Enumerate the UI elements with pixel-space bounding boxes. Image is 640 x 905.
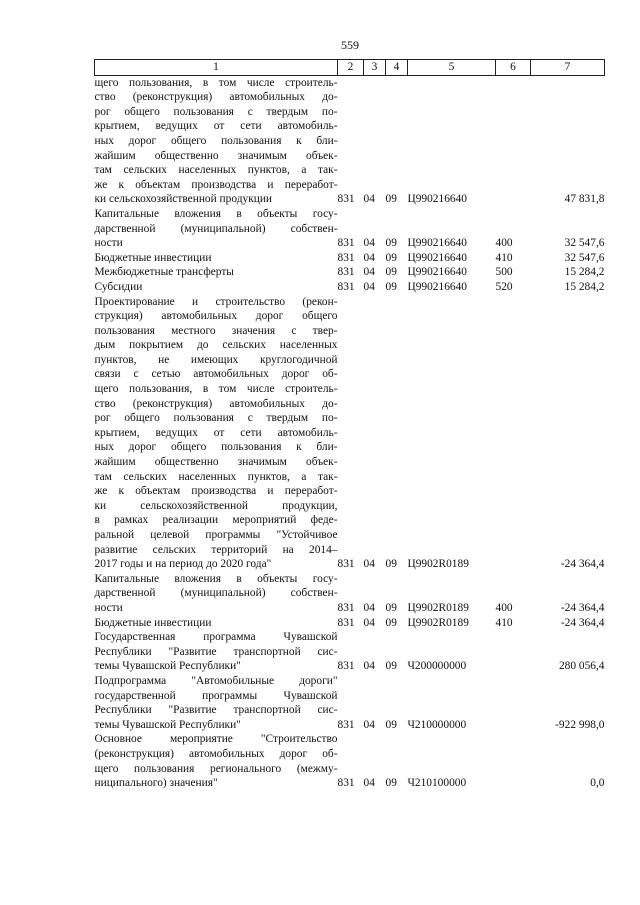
description-line: государственной программы Чувашской bbox=[94, 689, 338, 702]
description-line: ральной целевой программы "Устойчивое bbox=[94, 529, 338, 541]
row-subsection-code: 09 bbox=[385, 660, 397, 673]
description-line: ство (реконструкция) автомобильных до- bbox=[94, 397, 338, 410]
row-expense-type: 400 bbox=[495, 237, 513, 250]
row-section-code: 04 bbox=[363, 660, 375, 673]
header-col-7: 7 bbox=[531, 60, 605, 76]
row-subsection-code: 09 bbox=[385, 280, 397, 293]
description-line: дарственной (муниципальной) собствен- bbox=[94, 587, 338, 600]
description-line: щего пользования регионального (межму- bbox=[94, 762, 338, 775]
description-line: ности bbox=[94, 237, 123, 250]
table-row bbox=[95, 75, 605, 207]
row-description bbox=[95, 616, 338, 631]
description-line: пунктов, не имеющих круглогодичной bbox=[94, 353, 338, 366]
row-expense-type: 400 bbox=[495, 601, 513, 614]
row-section-code: 04 bbox=[363, 601, 375, 614]
row-target-article: Ц990216640 bbox=[407, 251, 467, 264]
row-subsection-code: 09 bbox=[385, 601, 397, 614]
description-line: Межбюджетные трансферты bbox=[94, 266, 234, 279]
description-line: ство (реконструкция) автомобильных до- bbox=[94, 91, 338, 104]
description-line: ки сельскохозяйственной продукции, bbox=[94, 499, 338, 512]
header-col-5: 5 bbox=[408, 60, 496, 76]
header-col-4: 4 bbox=[386, 60, 408, 76]
row-subsection-code: 09 bbox=[385, 266, 397, 279]
description-line: Подпрограмма "Автомобильные дороги" bbox=[94, 674, 338, 687]
row-section-code: 04 bbox=[363, 718, 375, 731]
row-section-code: 04 bbox=[363, 251, 375, 264]
description-line: ных дорог общего пользования к бли- bbox=[94, 441, 338, 454]
table-row bbox=[95, 280, 605, 295]
row-subsection-code: 09 bbox=[385, 558, 397, 571]
row-subsection-code: 09 bbox=[385, 718, 397, 731]
description-line: крытием, ведущих от сети автомобиль- bbox=[94, 120, 338, 133]
row-description bbox=[95, 295, 338, 572]
row-amount: 32 547,6 bbox=[564, 237, 605, 250]
row-amount: -24 364,4 bbox=[560, 616, 605, 629]
row-expense-type: 500 bbox=[495, 266, 513, 279]
table-row bbox=[95, 630, 605, 674]
row-target-article: Ц990216640 bbox=[407, 266, 467, 279]
row-target-article: Ч200000000 bbox=[407, 660, 467, 673]
table-row bbox=[95, 295, 605, 572]
description-line: 2017 годы и на период до 2020 года" bbox=[94, 558, 272, 571]
description-line: Основное мероприятие "Строительство bbox=[94, 733, 338, 746]
row-description bbox=[95, 251, 338, 266]
description-line: жайшим общественно значимым объек- bbox=[94, 456, 338, 469]
table-row bbox=[95, 732, 605, 790]
description-line: Капитальные вложения в объекты госу- bbox=[94, 572, 338, 585]
row-ministry-code: 831 bbox=[337, 777, 355, 790]
row-description bbox=[95, 732, 338, 790]
row-target-article: Ц9902R0189 bbox=[407, 616, 469, 629]
row-ministry-code: 831 bbox=[337, 266, 355, 279]
description-line: Государственная программа Чувашской bbox=[94, 631, 338, 644]
row-amount: 47 831,8 bbox=[564, 193, 605, 206]
row-ministry-code: 831 bbox=[337, 718, 355, 731]
row-description bbox=[95, 572, 338, 616]
row-target-article: Ц9902R0189 bbox=[407, 558, 469, 571]
row-section-code: 04 bbox=[363, 616, 375, 629]
description-line: струкция) автомобильных дорог общего bbox=[94, 310, 338, 323]
row-amount: 32 547,6 bbox=[564, 251, 605, 264]
row-expense-type: 410 bbox=[495, 251, 513, 264]
row-target-article: Ц9902R0189 bbox=[407, 601, 469, 614]
description-line: там сельских населенных пунктов, а так- bbox=[94, 470, 338, 483]
table-row bbox=[95, 572, 605, 616]
row-target-article: Ц990216640 bbox=[407, 280, 467, 293]
description-line: щего пользования, в том числе строитель- bbox=[94, 383, 338, 396]
row-amount: -24 364,4 bbox=[560, 558, 605, 571]
row-description bbox=[95, 630, 338, 674]
description-line: связи с сетью автомобильных дорог об- bbox=[94, 368, 338, 381]
row-amount: -24 364,4 bbox=[560, 601, 605, 614]
description-line: ности bbox=[94, 601, 123, 614]
row-subsection-code: 09 bbox=[385, 616, 397, 629]
table-row bbox=[95, 674, 605, 732]
description-line: Субсидии bbox=[94, 280, 143, 293]
row-amount: 15 284,2 bbox=[564, 266, 605, 279]
header-row bbox=[95, 60, 605, 76]
row-section-code: 04 bbox=[363, 237, 375, 250]
row-amount: 280 056,4 bbox=[558, 660, 605, 673]
row-expense-type bbox=[496, 732, 531, 790]
row-description bbox=[95, 207, 338, 251]
description-line: ных дорог общего пользования к бли- bbox=[94, 134, 338, 147]
header-col-2: 2 bbox=[338, 60, 364, 76]
row-section-code: 04 bbox=[363, 266, 375, 279]
description-line: Республики "Развитие транспортной сис- bbox=[94, 704, 338, 717]
row-expense-type bbox=[496, 75, 531, 207]
table-row bbox=[95, 616, 605, 631]
table-row bbox=[95, 251, 605, 266]
row-ministry-code: 831 bbox=[337, 616, 355, 629]
description-line: Республики "Развитие транспортной сис- bbox=[94, 645, 338, 658]
row-target-article: Ч210000000 bbox=[407, 718, 467, 731]
row-target-article: Ч210100000 bbox=[407, 777, 467, 790]
row-expense-type bbox=[496, 295, 531, 572]
row-ministry-code: 831 bbox=[337, 280, 355, 293]
description-line: Бюджетные инвестиции bbox=[94, 251, 212, 264]
row-expense-type: 410 bbox=[495, 616, 513, 629]
row-subsection-code: 09 bbox=[385, 251, 397, 264]
row-description bbox=[95, 75, 338, 207]
description-line: темы Чувашской Республики" bbox=[94, 660, 241, 673]
description-line: жайшим общественно значимым объек- bbox=[94, 149, 338, 162]
table-row bbox=[95, 265, 605, 280]
header-col-3: 3 bbox=[364, 60, 386, 76]
description-line: рог общего пользования с твердым по- bbox=[94, 412, 338, 425]
description-line: Проектирование и строительство (рекон- bbox=[94, 295, 338, 308]
description-line: пользования местного значения с твер- bbox=[94, 324, 338, 337]
row-description bbox=[95, 280, 338, 295]
description-line: там сельских населенных пунктов, а так- bbox=[94, 164, 338, 177]
page-number: 559 bbox=[341, 38, 359, 52]
description-line: в рамках реализации мероприятий феде- bbox=[94, 514, 338, 527]
row-description bbox=[95, 265, 338, 280]
description-line: крытием, ведущих от сети автомобиль- bbox=[94, 426, 338, 439]
description-line: дарственной (муниципальной) собствен- bbox=[94, 222, 338, 235]
row-ministry-code: 831 bbox=[337, 601, 355, 614]
row-ministry-code: 831 bbox=[337, 237, 355, 250]
row-section-code: 04 bbox=[363, 777, 375, 790]
description-line: ниципального) значения" bbox=[94, 777, 218, 790]
description-line: рог общего пользования с твердым по- bbox=[94, 105, 338, 118]
row-expense-type bbox=[496, 674, 531, 732]
header-col-6: 6 bbox=[496, 60, 531, 76]
row-target-article: Ц990216640 bbox=[407, 193, 467, 206]
row-amount: -922 998,0 bbox=[555, 718, 605, 731]
table-row bbox=[95, 207, 605, 251]
row-description bbox=[95, 674, 338, 732]
description-line: дым покрытием до сельских населенных bbox=[94, 339, 338, 352]
row-amount: 0,0 bbox=[590, 777, 605, 790]
row-subsection-code: 09 bbox=[385, 237, 397, 250]
description-line: (реконструкция) автомобильных дорог об- bbox=[94, 747, 338, 760]
description-line: развитие сельских территорий на 2014– bbox=[94, 543, 338, 556]
description-line: темы Чувашской Республики" bbox=[94, 718, 241, 731]
header-col-1: 1 bbox=[95, 60, 338, 76]
row-section-code: 04 bbox=[363, 193, 375, 206]
budget-table bbox=[94, 59, 605, 791]
row-ministry-code: 831 bbox=[337, 251, 355, 264]
row-ministry-code: 831 bbox=[337, 193, 355, 206]
description-line: Капитальные вложения в объекты госу- bbox=[94, 207, 338, 220]
row-ministry-code: 831 bbox=[337, 558, 355, 571]
row-subsection-code: 09 bbox=[385, 193, 397, 206]
row-section-code: 04 bbox=[363, 280, 375, 293]
description-line: Бюджетные инвестиции bbox=[94, 616, 212, 629]
description-line: же к объектам производства и переработ- bbox=[94, 178, 338, 191]
row-expense-type: 520 bbox=[495, 280, 513, 293]
row-amount: 15 284,2 bbox=[564, 280, 605, 293]
description-line: щего пользования, в том числе строитель- bbox=[94, 76, 338, 89]
row-expense-type bbox=[496, 630, 531, 674]
table-body bbox=[95, 75, 605, 791]
row-section-code: 04 bbox=[363, 558, 375, 571]
row-target-article: Ц990216640 bbox=[407, 237, 467, 250]
row-ministry-code: 831 bbox=[337, 660, 355, 673]
description-line: же к объектам производства и переработ- bbox=[94, 485, 338, 498]
description-line: ки сельскохозяйственной продукции bbox=[94, 193, 273, 206]
row-subsection-code: 09 bbox=[385, 777, 397, 790]
